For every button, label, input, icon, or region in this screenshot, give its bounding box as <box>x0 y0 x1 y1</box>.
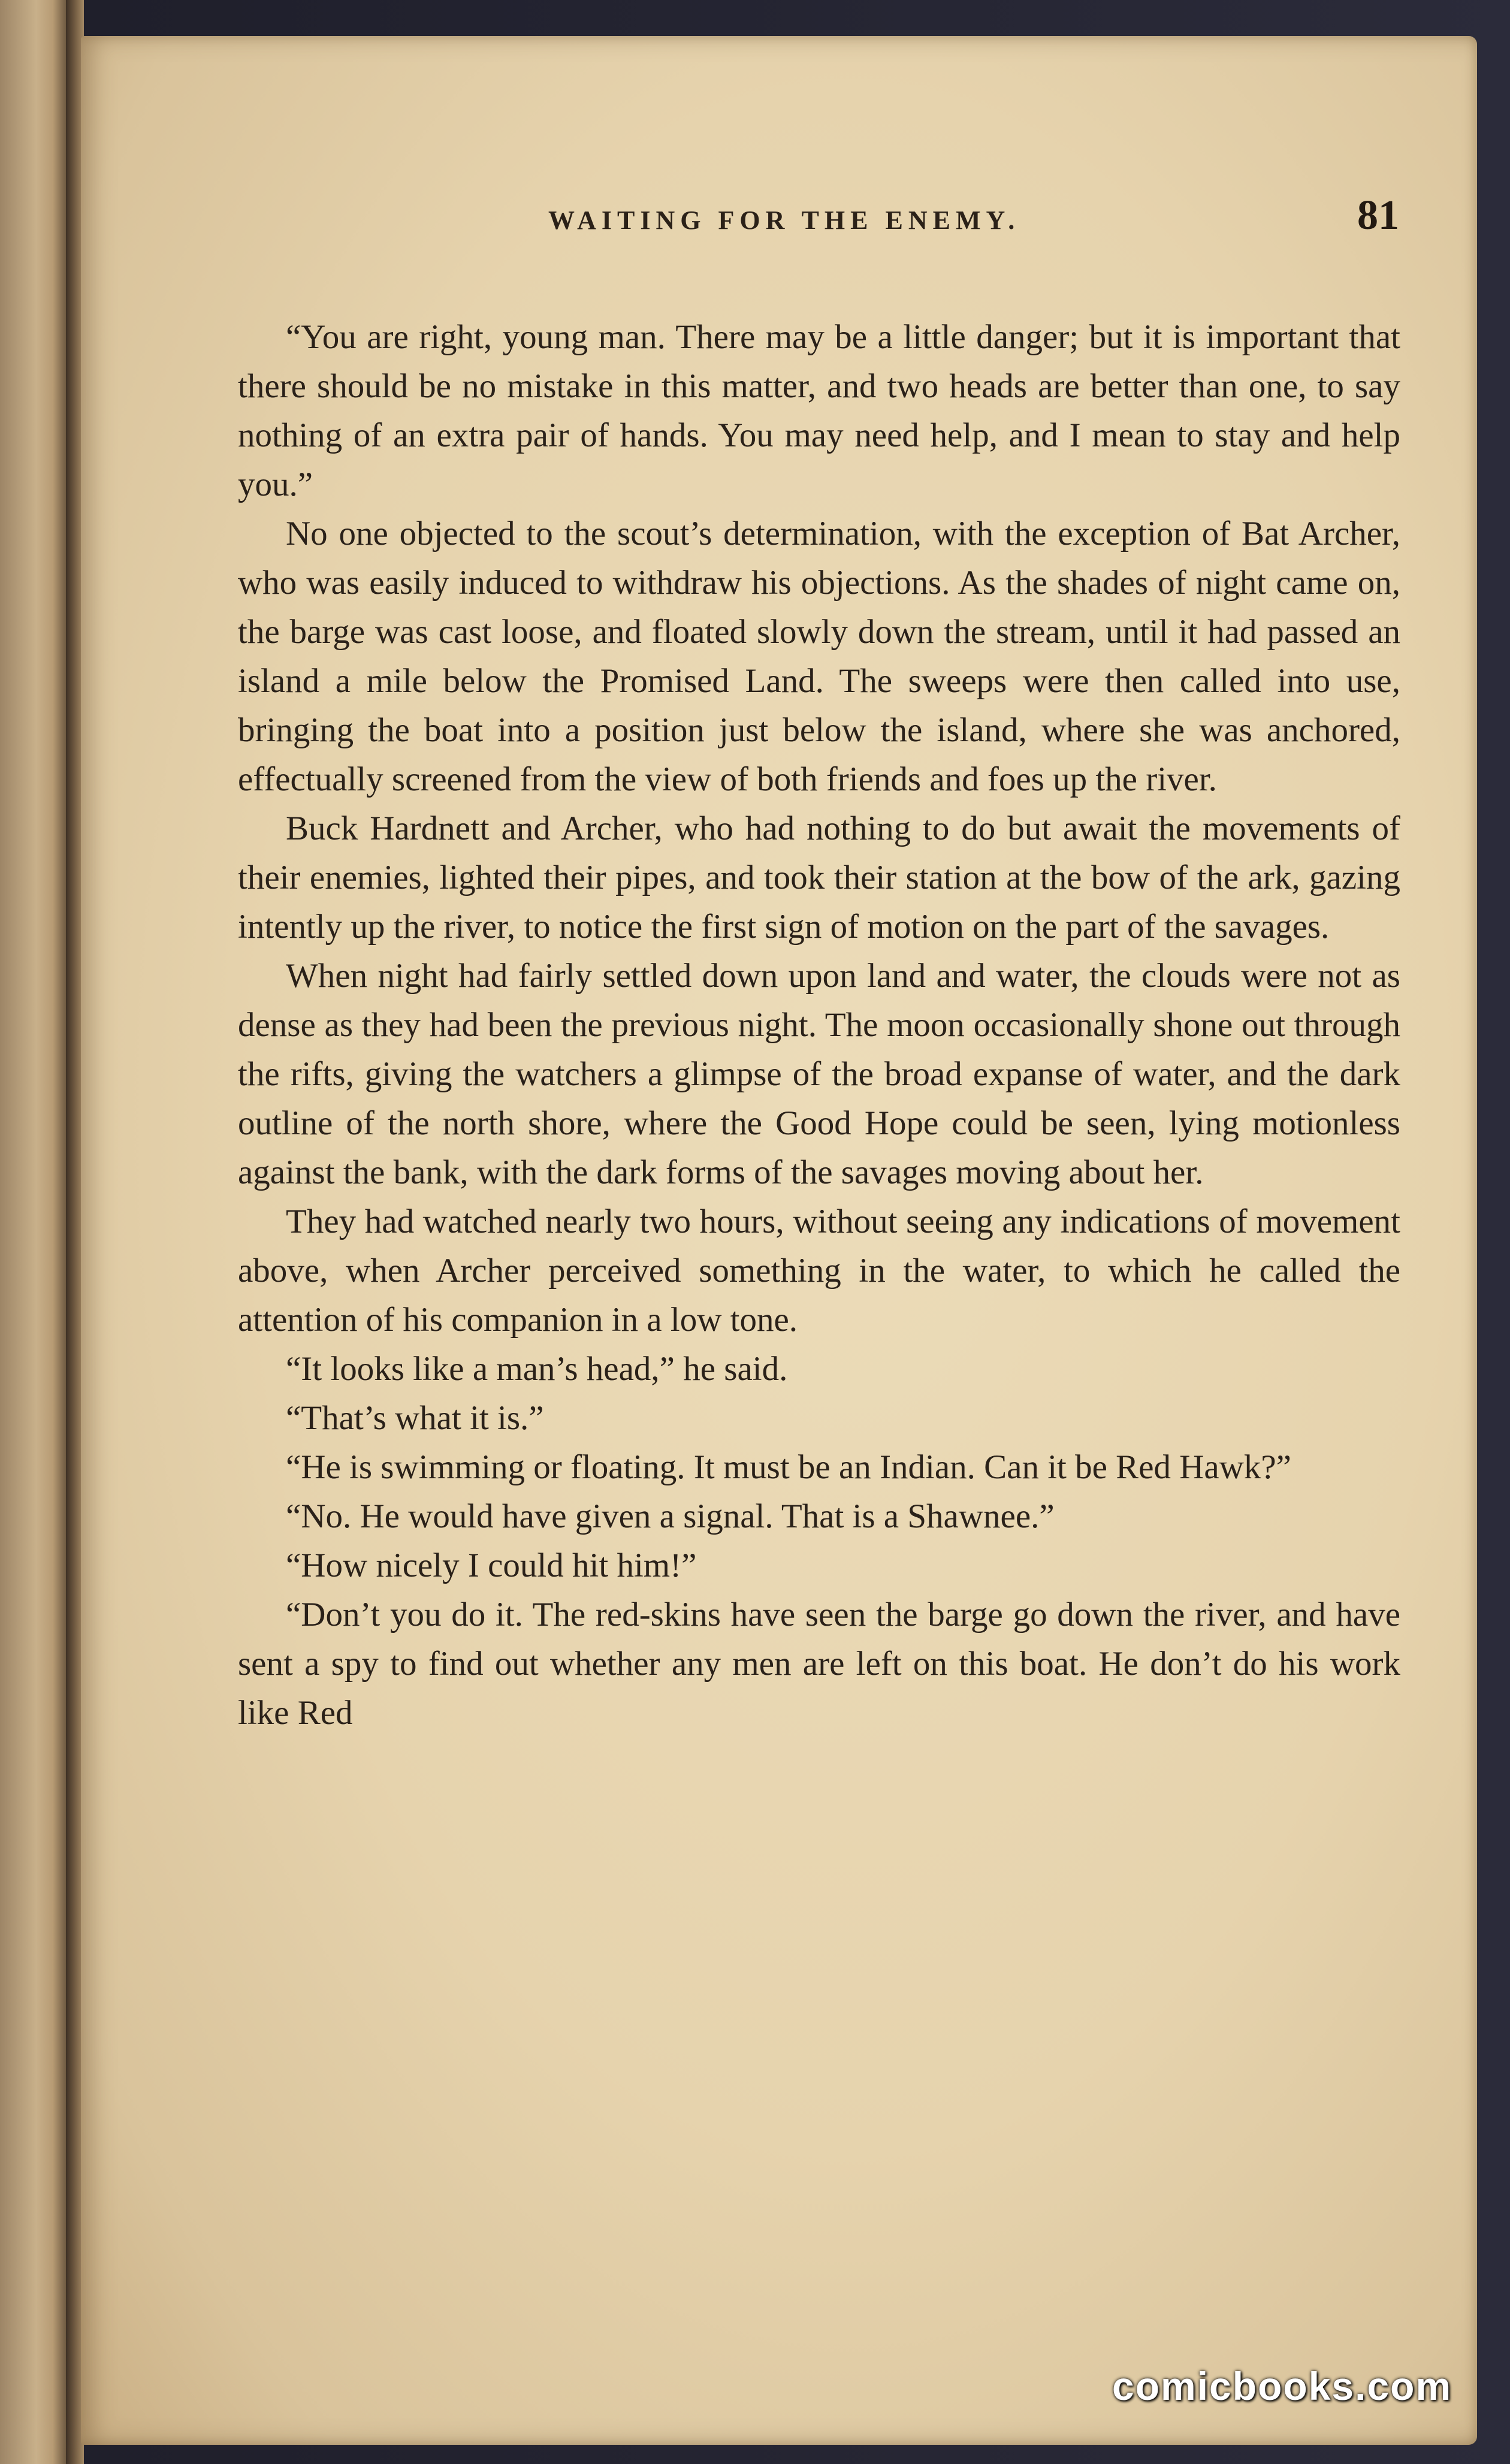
paragraph: They had watched nearly two hours, without seeing any indications of movement above, when Archer perceived something in the water, to which he called the attention of his companion in a low tone. <box>238 1203 1400 1339</box>
paragraph: “Don’t you do it. The red-skins have seen the barge go down the river, and have sent a spy to find out whether any men are left on this boat. He don’t do his work like Red <box>238 1596 1400 1732</box>
paragraph: Buck Hardnett and Archer, who had nothing to do but await the movements of their enemies, lighted their pipes, and took their station at the bow of the ark, gazing intently up the river, to notice the first sign of motion on the part of the savages. <box>238 810 1400 946</box>
paragraph: No one objected to the scout’s determination, with the exception of Bat Archer, who was easily induced to withdraw his objections. As the shades of night came on, the barge was cast loose, and floated slowly down the stream, until it had passed an island a mile below the Promised Land. The sweeps were then called into use, bringing the boat into a position just below the island, where she was anchored, effectually screened from the view of both friends and foes up the river. <box>238 515 1400 798</box>
paragraph: “You are right, young man. There may be a little danger; but it is important that there should be no mistake in this matter, and two heads are better than one, to say nothing of an extra pair of hands. You may need help, and I mean to stay and help you.” <box>238 318 1400 503</box>
watermark: comicbooks.com <box>1112 2364 1452 2408</box>
body-text <box>238 313 1400 1738</box>
paragraph: “It looks like a man’s head,” he said. <box>286 1350 788 1388</box>
running-head: WAITING FOR THE ENEMY. <box>548 206 1020 235</box>
paragraph: “He is swimming or floating. It must be an Indian. Can it be Red Hawk?” <box>286 1448 1291 1486</box>
paragraph: “No. He would have given a signal. That is a Shawnee.” <box>286 1497 1055 1535</box>
paragraph: When night had fairly settled down upon land and water, the clouds were not as dense as they had been the previous night. The moon occasionally shone out through the rifts, giving the watchers a glimpse of the broad expanse of water, and the dark outline of the north shore, where the Good Hope could be seen, lying motionless against the bank, with the dark forms of the savages moving about her. <box>238 957 1400 1191</box>
page-header <box>171 180 1399 246</box>
facing-page-edge <box>0 0 66 2464</box>
paragraph: “That’s what it is.” <box>286 1399 544 1437</box>
page-number: 81 <box>1357 192 1399 238</box>
page-paper <box>81 36 1477 2445</box>
paragraph: “How nicely I could hit him!” <box>286 1547 697 1584</box>
